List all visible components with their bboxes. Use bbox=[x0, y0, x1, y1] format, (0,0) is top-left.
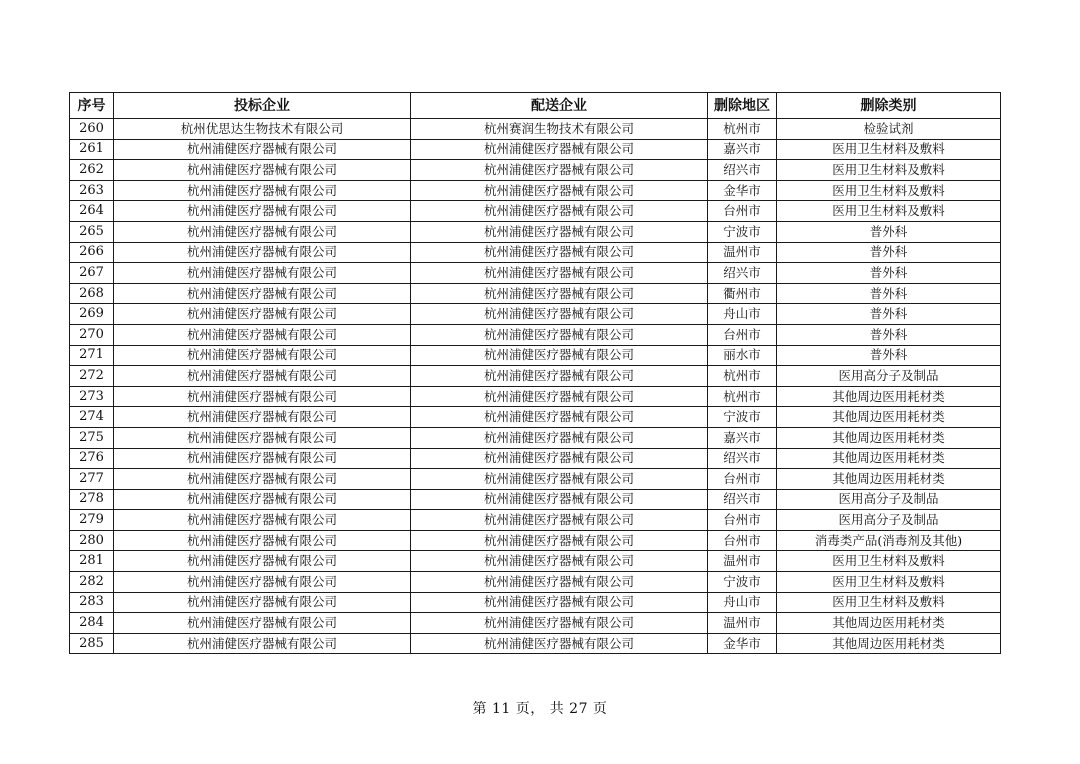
header-distribution-company: 配送企业 bbox=[411, 93, 708, 119]
cell-deleted-region: 台州市 bbox=[708, 201, 777, 222]
cell-bidding-company: 杭州浦健医疗器械有限公司 bbox=[114, 366, 411, 387]
cell-deleted-category: 普外科 bbox=[777, 304, 1001, 325]
cell-deleted-category: 检验试剂 bbox=[777, 119, 1001, 140]
cell-deleted-category: 普外科 bbox=[777, 345, 1001, 366]
cell-bidding-company: 杭州浦健医疗器械有限公司 bbox=[114, 386, 411, 407]
cell-serial-number: 266 bbox=[70, 242, 114, 263]
cell-distribution-company: 杭州浦健医疗器械有限公司 bbox=[411, 448, 708, 469]
table-row bbox=[70, 304, 1001, 325]
cell-deleted-category: 其他周边医用耗材类 bbox=[777, 386, 1001, 407]
cell-deleted-category: 普外科 bbox=[777, 263, 1001, 284]
cell-bidding-company: 杭州浦健医疗器械有限公司 bbox=[114, 489, 411, 510]
table-row bbox=[70, 324, 1001, 345]
cell-deleted-category: 其他周边医用耗材类 bbox=[777, 427, 1001, 448]
header-bidding-company: 投标企业 bbox=[114, 93, 411, 119]
cell-serial-number: 272 bbox=[70, 366, 114, 387]
table-row bbox=[70, 613, 1001, 634]
table-row bbox=[70, 160, 1001, 181]
cell-distribution-company: 杭州浦健医疗器械有限公司 bbox=[411, 324, 708, 345]
cell-deleted-category: 其他周边医用耗材类 bbox=[777, 633, 1001, 654]
cell-deleted-region: 嘉兴市 bbox=[708, 427, 777, 448]
cell-distribution-company: 杭州浦健医疗器械有限公司 bbox=[411, 427, 708, 448]
cell-deleted-region: 杭州市 bbox=[708, 386, 777, 407]
cell-serial-number: 280 bbox=[70, 530, 114, 551]
table-body bbox=[70, 119, 1001, 654]
cell-serial-number: 264 bbox=[70, 201, 114, 222]
cell-distribution-company: 杭州浦健医疗器械有限公司 bbox=[411, 633, 708, 654]
cell-distribution-company: 杭州浦健医疗器械有限公司 bbox=[411, 489, 708, 510]
table-row bbox=[70, 551, 1001, 572]
table-row bbox=[70, 139, 1001, 160]
cell-serial-number: 261 bbox=[70, 139, 114, 160]
table-row bbox=[70, 366, 1001, 387]
table-row bbox=[70, 242, 1001, 263]
cell-distribution-company: 杭州浦健医疗器械有限公司 bbox=[411, 304, 708, 325]
cell-deleted-region: 温州市 bbox=[708, 242, 777, 263]
header-deleted-category: 删除类别 bbox=[777, 93, 1001, 119]
cell-serial-number: 276 bbox=[70, 448, 114, 469]
cell-bidding-company: 杭州浦健医疗器械有限公司 bbox=[114, 201, 411, 222]
table-row bbox=[70, 489, 1001, 510]
cell-distribution-company: 杭州浦健医疗器械有限公司 bbox=[411, 345, 708, 366]
cell-bidding-company: 杭州浦健医疗器械有限公司 bbox=[114, 427, 411, 448]
cell-deleted-region: 温州市 bbox=[708, 613, 777, 634]
cell-bidding-company: 杭州浦健医疗器械有限公司 bbox=[114, 510, 411, 531]
cell-deleted-region: 衢州市 bbox=[708, 283, 777, 304]
cell-bidding-company: 杭州浦健医疗器械有限公司 bbox=[114, 592, 411, 613]
cell-deleted-region: 杭州市 bbox=[708, 119, 777, 140]
cell-deleted-category: 医用高分子及制品 bbox=[777, 366, 1001, 387]
table-row bbox=[70, 386, 1001, 407]
cell-distribution-company: 杭州浦健医疗器械有限公司 bbox=[411, 530, 708, 551]
cell-serial-number: 275 bbox=[70, 427, 114, 448]
cell-deleted-region: 舟山市 bbox=[708, 592, 777, 613]
cell-deleted-region: 绍兴市 bbox=[708, 489, 777, 510]
cell-serial-number: 271 bbox=[70, 345, 114, 366]
cell-serial-number: 285 bbox=[70, 633, 114, 654]
cell-deleted-region: 温州市 bbox=[708, 551, 777, 572]
table-row bbox=[70, 180, 1001, 201]
cell-serial-number: 270 bbox=[70, 324, 114, 345]
cell-deleted-region: 丽水市 bbox=[708, 345, 777, 366]
cell-serial-number: 263 bbox=[70, 180, 114, 201]
cell-deleted-category: 普外科 bbox=[777, 283, 1001, 304]
cell-distribution-company: 杭州浦健医疗器械有限公司 bbox=[411, 139, 708, 160]
cell-bidding-company: 杭州浦健医疗器械有限公司 bbox=[114, 180, 411, 201]
cell-deleted-region: 嘉兴市 bbox=[708, 139, 777, 160]
cell-deleted-category: 其他周边医用耗材类 bbox=[777, 448, 1001, 469]
cell-serial-number: 277 bbox=[70, 469, 114, 490]
cell-bidding-company: 杭州浦健医疗器械有限公司 bbox=[114, 613, 411, 634]
table-row bbox=[70, 201, 1001, 222]
cell-serial-number: 260 bbox=[70, 119, 114, 140]
cell-bidding-company: 杭州浦健医疗器械有限公司 bbox=[114, 407, 411, 428]
table-row bbox=[70, 119, 1001, 140]
deletion-table bbox=[69, 92, 1001, 654]
cell-serial-number: 278 bbox=[70, 489, 114, 510]
cell-deleted-category: 医用高分子及制品 bbox=[777, 510, 1001, 531]
cell-bidding-company: 杭州浦健医疗器械有限公司 bbox=[114, 469, 411, 490]
cell-deleted-category: 医用卫生材料及敷料 bbox=[777, 551, 1001, 572]
cell-deleted-category: 其他周边医用耗材类 bbox=[777, 407, 1001, 428]
cell-bidding-company: 杭州浦健医疗器械有限公司 bbox=[114, 572, 411, 593]
cell-bidding-company: 杭州浦健医疗器械有限公司 bbox=[114, 160, 411, 181]
header-serial-number: 序号 bbox=[70, 93, 114, 119]
cell-bidding-company: 杭州浦健医疗器械有限公司 bbox=[114, 242, 411, 263]
cell-bidding-company: 杭州浦健医疗器械有限公司 bbox=[114, 221, 411, 242]
cell-deleted-category: 医用卫生材料及敷料 bbox=[777, 139, 1001, 160]
cell-deleted-region: 绍兴市 bbox=[708, 448, 777, 469]
cell-deleted-region: 绍兴市 bbox=[708, 160, 777, 181]
cell-serial-number: 282 bbox=[70, 572, 114, 593]
cell-deleted-category: 医用卫生材料及敷料 bbox=[777, 160, 1001, 181]
cell-bidding-company: 杭州浦健医疗器械有限公司 bbox=[114, 345, 411, 366]
cell-distribution-company: 杭州赛润生物技术有限公司 bbox=[411, 119, 708, 140]
cell-deleted-category: 医用卫生材料及敷料 bbox=[777, 201, 1001, 222]
cell-bidding-company: 杭州浦健医疗器械有限公司 bbox=[114, 633, 411, 654]
cell-distribution-company: 杭州浦健医疗器械有限公司 bbox=[411, 221, 708, 242]
cell-serial-number: 265 bbox=[70, 221, 114, 242]
cell-deleted-category: 医用高分子及制品 bbox=[777, 489, 1001, 510]
cell-deleted-region: 宁波市 bbox=[708, 221, 777, 242]
cell-distribution-company: 杭州浦健医疗器械有限公司 bbox=[411, 407, 708, 428]
cell-distribution-company: 杭州浦健医疗器械有限公司 bbox=[411, 386, 708, 407]
cell-distribution-company: 杭州浦健医疗器械有限公司 bbox=[411, 592, 708, 613]
cell-distribution-company: 杭州浦健医疗器械有限公司 bbox=[411, 613, 708, 634]
cell-deleted-region: 台州市 bbox=[708, 324, 777, 345]
cell-bidding-company: 杭州浦健医疗器械有限公司 bbox=[114, 263, 411, 284]
cell-deleted-region: 宁波市 bbox=[708, 572, 777, 593]
cell-deleted-region: 台州市 bbox=[708, 530, 777, 551]
cell-bidding-company: 杭州浦健医疗器械有限公司 bbox=[114, 530, 411, 551]
cell-distribution-company: 杭州浦健医疗器械有限公司 bbox=[411, 242, 708, 263]
table-row bbox=[70, 572, 1001, 593]
cell-serial-number: 269 bbox=[70, 304, 114, 325]
table-row bbox=[70, 221, 1001, 242]
cell-distribution-company: 杭州浦健医疗器械有限公司 bbox=[411, 510, 708, 531]
cell-bidding-company: 杭州浦健医疗器械有限公司 bbox=[114, 324, 411, 345]
cell-bidding-company: 杭州浦健医疗器械有限公司 bbox=[114, 448, 411, 469]
table-row bbox=[70, 592, 1001, 613]
cell-deleted-category: 普外科 bbox=[777, 242, 1001, 263]
cell-deleted-region: 宁波市 bbox=[708, 407, 777, 428]
table-row bbox=[70, 427, 1001, 448]
cell-distribution-company: 杭州浦健医疗器械有限公司 bbox=[411, 263, 708, 284]
cell-distribution-company: 杭州浦健医疗器械有限公司 bbox=[411, 551, 708, 572]
table-header-row bbox=[70, 93, 1001, 119]
cell-serial-number: 274 bbox=[70, 407, 114, 428]
cell-deleted-region: 绍兴市 bbox=[708, 263, 777, 284]
cell-serial-number: 273 bbox=[70, 386, 114, 407]
cell-distribution-company: 杭州浦健医疗器械有限公司 bbox=[411, 180, 708, 201]
cell-distribution-company: 杭州浦健医疗器械有限公司 bbox=[411, 366, 708, 387]
cell-bidding-company: 杭州浦健医疗器械有限公司 bbox=[114, 304, 411, 325]
table-row bbox=[70, 530, 1001, 551]
cell-bidding-company: 杭州浦健医疗器械有限公司 bbox=[114, 283, 411, 304]
cell-bidding-company: 杭州优思达生物技术有限公司 bbox=[114, 119, 411, 140]
table-row bbox=[70, 510, 1001, 531]
cell-deleted-region: 杭州市 bbox=[708, 366, 777, 387]
table-row bbox=[70, 469, 1001, 490]
cell-serial-number: 281 bbox=[70, 551, 114, 572]
cell-deleted-category: 医用卫生材料及敷料 bbox=[777, 592, 1001, 613]
cell-distribution-company: 杭州浦健医疗器械有限公司 bbox=[411, 469, 708, 490]
cell-serial-number: 262 bbox=[70, 160, 114, 181]
cell-deleted-category: 医用卫生材料及敷料 bbox=[777, 572, 1001, 593]
cell-bidding-company: 杭州浦健医疗器械有限公司 bbox=[114, 139, 411, 160]
cell-deleted-category: 普外科 bbox=[777, 324, 1001, 345]
cell-serial-number: 268 bbox=[70, 283, 114, 304]
header-deleted-region: 删除地区 bbox=[708, 93, 777, 119]
cell-distribution-company: 杭州浦健医疗器械有限公司 bbox=[411, 283, 708, 304]
cell-serial-number: 283 bbox=[70, 592, 114, 613]
cell-deleted-region: 台州市 bbox=[708, 510, 777, 531]
cell-deleted-category: 其他周边医用耗材类 bbox=[777, 469, 1001, 490]
cell-deleted-category: 其他周边医用耗材类 bbox=[777, 613, 1001, 634]
cell-deleted-category: 普外科 bbox=[777, 221, 1001, 242]
table-row bbox=[70, 283, 1001, 304]
cell-deleted-region: 金华市 bbox=[708, 180, 777, 201]
cell-deleted-region: 台州市 bbox=[708, 469, 777, 490]
table-row bbox=[70, 633, 1001, 654]
cell-distribution-company: 杭州浦健医疗器械有限公司 bbox=[411, 201, 708, 222]
page-footer: 第 11 页， 共 27 页 bbox=[472, 701, 608, 717]
table-row bbox=[70, 448, 1001, 469]
cell-serial-number: 279 bbox=[70, 510, 114, 531]
cell-distribution-company: 杭州浦健医疗器械有限公司 bbox=[411, 572, 708, 593]
cell-serial-number: 284 bbox=[70, 613, 114, 634]
table-row bbox=[70, 407, 1001, 428]
cell-deleted-region: 金华市 bbox=[708, 633, 777, 654]
cell-serial-number: 267 bbox=[70, 263, 114, 284]
table-row bbox=[70, 263, 1001, 284]
table-row bbox=[70, 345, 1001, 366]
cell-deleted-category: 医用卫生材料及敷料 bbox=[777, 180, 1001, 201]
cell-bidding-company: 杭州浦健医疗器械有限公司 bbox=[114, 551, 411, 572]
cell-deleted-region: 舟山市 bbox=[708, 304, 777, 325]
cell-distribution-company: 杭州浦健医疗器械有限公司 bbox=[411, 160, 708, 181]
cell-deleted-category: 消毒类产品(消毒剂及其他) bbox=[777, 530, 1001, 551]
